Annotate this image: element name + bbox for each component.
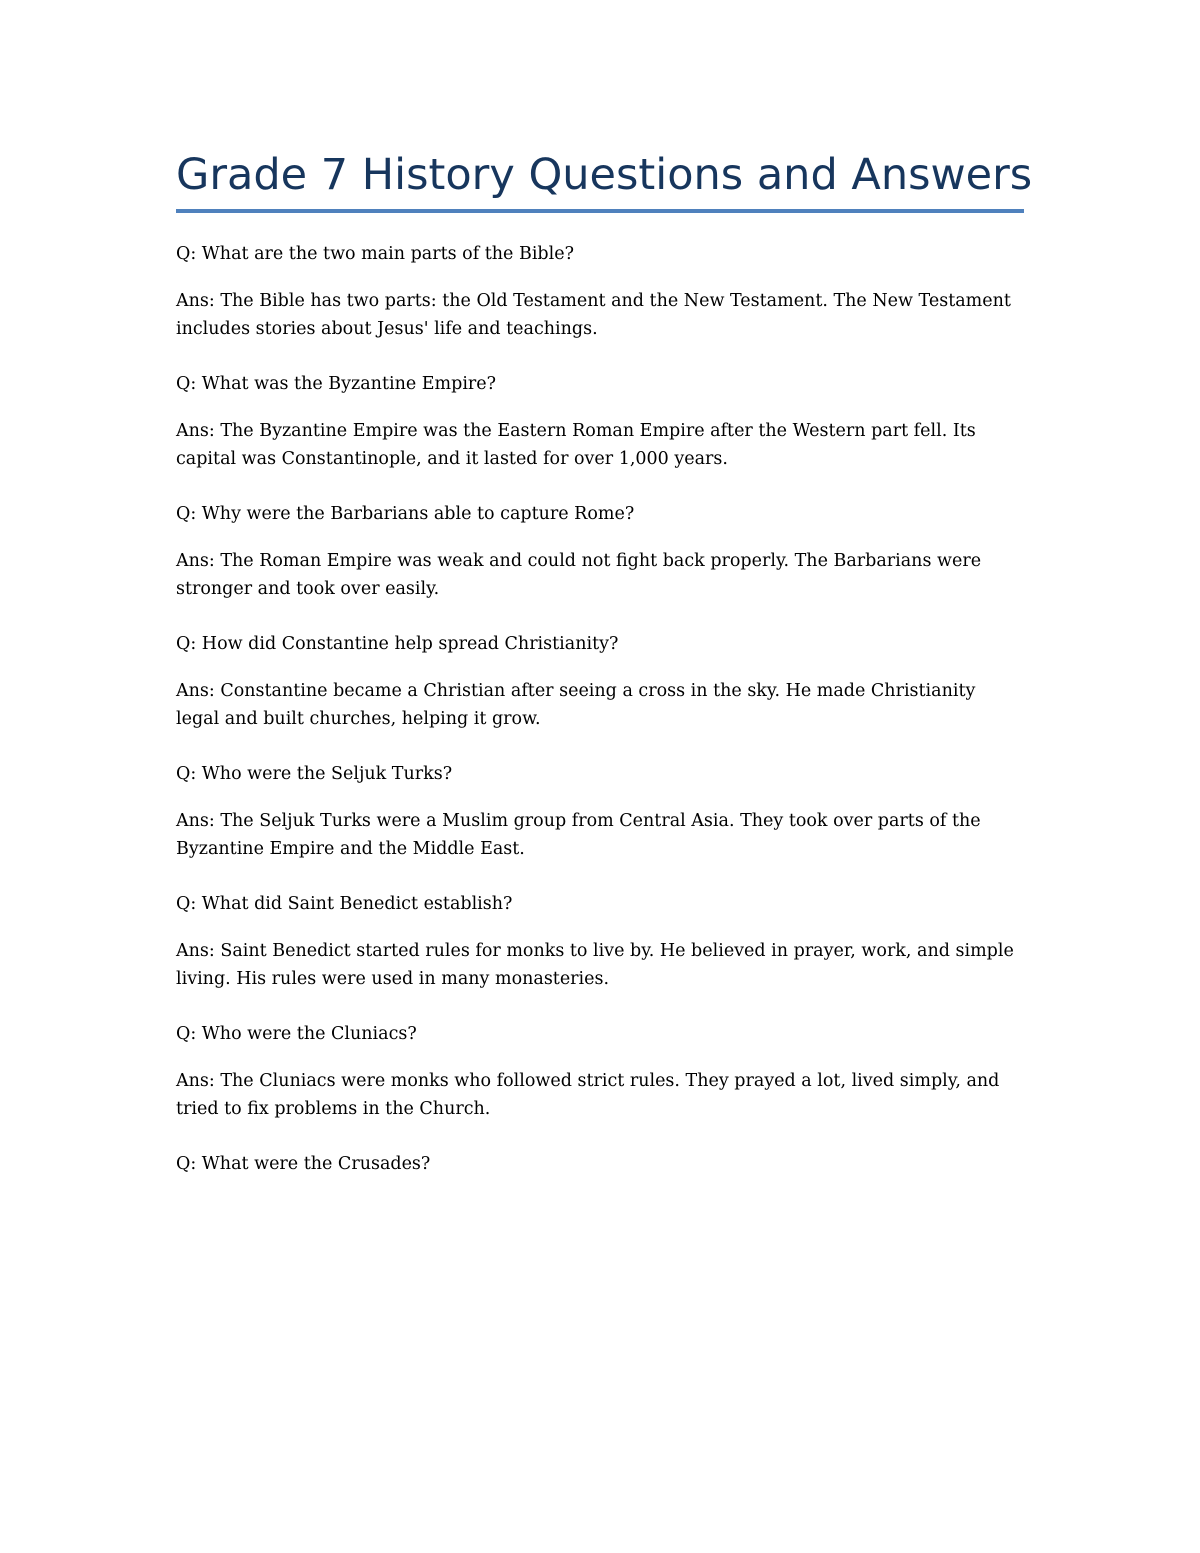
- answer-text: Ans: Constantine became a Christian after seeing a cross in the sky. He made Christianity legal and built churches, helping it grow.: [176, 681, 976, 729]
- question-text: Q: Why were the Barbarians able to capture Rome?: [176, 504, 635, 524]
- question-text: Q: Who were the Seljuk Turks?: [176, 764, 453, 784]
- qa-item: [176, 240, 1024, 343]
- qa-item: [176, 1150, 1024, 1178]
- qa-list: [176, 240, 1024, 1205]
- question-text: Q: What did Saint Benedict establish?: [176, 894, 513, 914]
- qa-item: [176, 760, 1024, 863]
- qa-item: [176, 630, 1024, 733]
- qa-item: [176, 890, 1024, 993]
- document-title: Grade 7 History Questions and Answers: [176, 150, 1033, 200]
- question-text: Q: What are the two main parts of the Bible?: [176, 244, 574, 264]
- answer-text: Ans: The Roman Empire was weak and could not fight back properly. The Barbarians were stronger and took over easily.: [176, 551, 982, 599]
- question-text: Q: What was the Byzantine Empire?: [176, 374, 497, 394]
- question-text: Q: How did Constantine help spread Christianity?: [176, 634, 619, 654]
- answer-text: Ans: The Byzantine Empire was the Eastern Roman Empire after the Western part fell. Its capital was Constantinople, and it lasted for over 1,000 years.: [176, 421, 976, 469]
- answer-text: Ans: The Bible has two parts: the Old Testament and the New Testament. The New Testament includes stories about Jesus' life and teachings.: [176, 291, 1011, 339]
- qa-item: [176, 500, 1024, 603]
- qa-item: [176, 370, 1024, 473]
- title-underline: [176, 209, 1024, 213]
- qa-item: [176, 1020, 1024, 1123]
- question-text: Q: What were the Crusades?: [176, 1154, 431, 1174]
- answer-text: Ans: The Seljuk Turks were a Muslim group from Central Asia. They took over parts of the Byzantine Empire and the Middle East.: [176, 811, 981, 859]
- question-text: Q: Who were the Cluniacs?: [176, 1024, 417, 1044]
- answer-text: Ans: Saint Benedict started rules for monks to live by. He believed in prayer, work, and simple living. His rules were used in many monasteries.: [176, 941, 1014, 989]
- answer-text: Ans: The Cluniacs were monks who followed strict rules. They prayed a lot, lived simply, and tried to fix problems in the Church.: [176, 1071, 1000, 1119]
